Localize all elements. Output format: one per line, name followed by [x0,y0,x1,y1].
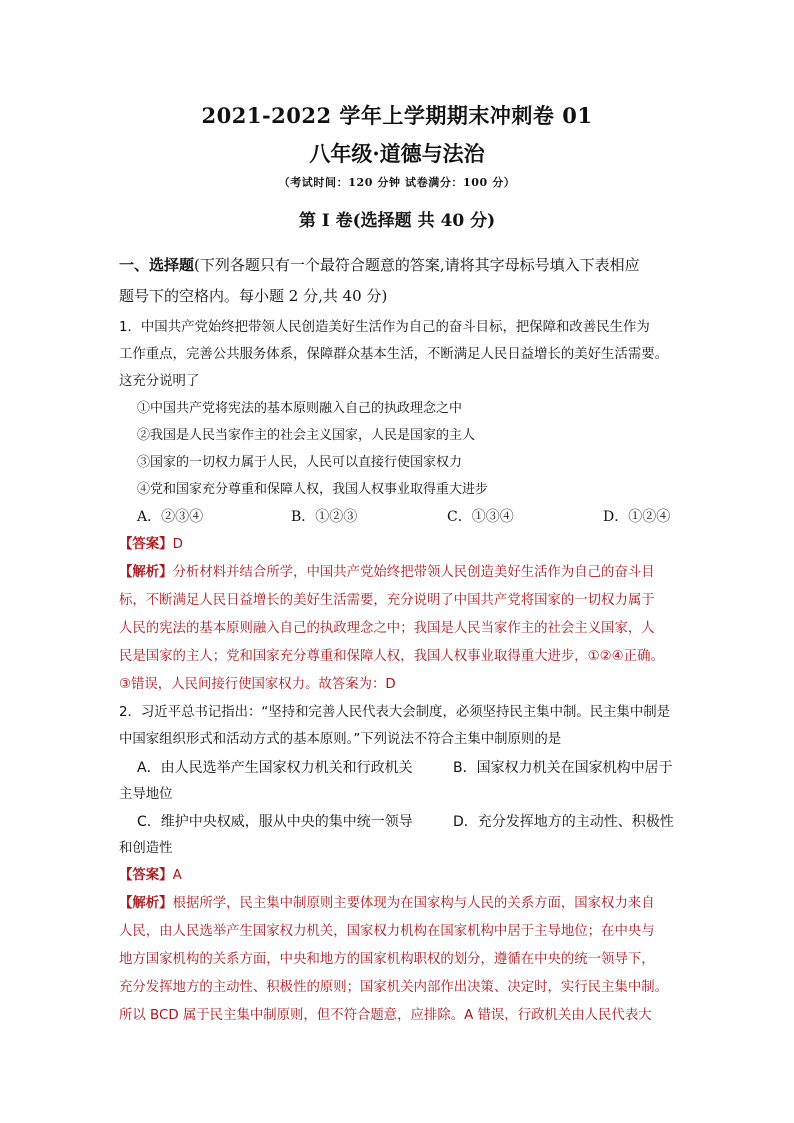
instruction-text: (下列各题只有一个最符合题意的答案,请将其字母标号填入下表相应 [194,256,640,274]
q2-option-c: C．维护中央权威，服从中央的集中统一领导 [137,814,413,830]
q2-option-a: A．由人民选举产生国家权力机关和行政机关 [137,760,413,776]
part-label: 一、选择题 [119,256,195,274]
q1-item-1: ①中国共产党将宪法的基本原则融入自己的执政理念之中 [137,401,463,416]
q1-stem-line-2: 工作重点，完善公共服务体系，保障群众基本生活，不断满足人民日益增长的美好生活需要。 [119,347,669,362]
q1-analysis-line-3: 人民的宪法的基本原则融入自己的执政理念之中；我国是人民当家作主的社会主义国家，人 [119,621,655,636]
q2-stem-line-2: 中国家组织形式和活动方式的基本原则。”下列说法不符合主集中制原则的是 [119,732,562,747]
q2-analysis-line-2: 人民，由人民选举产生国家权力机关，国家权力机构在国家机构中居于主导地位；在中央与 [119,924,655,939]
q1-analysis-line-2: 标，不断满足人民日益增长的美好生活需要，充分说明了中国共产党将国家的一切权力属于 [119,593,655,608]
q1-analysis-line-5: ③错误，人民间接行使国家权力。故答案为：D [119,677,396,692]
q2-option-b-cont: 主导地位 [119,787,173,802]
q2-analysis-line-4: 充分发挥地方的主动性、积极性的原则；国家机关内部作出决策、决定时，实行民主集中制。 [119,980,669,995]
q1-answer [119,535,679,555]
answer-value: D [172,537,183,552]
q1-stem-line-3: 这充分说明了 [119,374,200,389]
q1-item-4: ④党和国家充分尊重和保障人权，我国人权事业取得重大进步 [137,482,489,497]
exam-subtitle: 八年级·道德与法治 [309,141,485,166]
answer-label: 【答案】 [119,868,173,883]
analysis-text: 分析材料并结合所学，中国共产党始终把带领人民创造美好生活作为自己的奋斗目 [172,565,655,580]
q1-option-a: A．②③④ [137,509,204,525]
q1-analysis-line-4: 民是国家的主人；党和国家充分尊重和保障人权，我国人权事业取得重大进步，①②④正确。 [119,649,664,664]
q2-analysis-line-3: 地方国家机构的关系方面，中央和地方的国家机构职权的划分，遵循在中央的统一领导下， [119,952,655,967]
q2-answer [119,866,679,886]
q2-stem-line-1: 2．习近平总书记指出：“坚持和完善人民代表大会制度，必须坚持民主集中制。民主集中制是 [119,705,671,720]
section-heading: 第 I 卷(选择题 共 40 分) [298,211,496,231]
exam-title: 2021-2022 学年上学期期末冲刺卷 01 [201,103,593,128]
q2-option-d-cont: 和创造性 [119,841,173,856]
instruction-line-2: 题号下的空格内。每小题 2 分,共 40 分) [119,287,388,305]
analysis-label: 【解析】 [119,896,173,911]
q1-item-3: ③国家的一切权力属于人民，人民可以直接行使国家权力 [137,455,463,470]
q1-item-2: ②我国是人民当家作主的社会主义国家，人民是国家的主人 [137,428,476,443]
answer-label: 【答案】 [119,537,173,552]
q1-option-b: B．①②③ [291,509,358,525]
q2-option-d: D．充分发挥地方的主动性、积极性 [453,814,674,830]
q1-option-c: C．①③④ [447,509,514,525]
q1-option-d: D．①②④ [603,509,671,525]
q1-analysis-line-1 [119,563,679,583]
q2-analysis-line-5: 所以 BCD 属于民主集中制原则，但不符合题意，应排除。A 错误，行政机关由人民代表大 [119,1008,652,1023]
instruction-line [119,255,679,275]
analysis-text: 根据所学，民主集中制原则主要体现为在国家构与人民的关系方面，国家权力来自 [172,896,655,911]
exam-info: （考试时间：120 分钟 试卷满分：100 分） [278,176,516,189]
q1-stem-line-1: 1．中国共产党始终把带领人民创造美好生活作为自己的奋斗目标，把保障和改善民生作为 [119,320,650,335]
q2-analysis-line-1 [119,894,679,914]
answer-value: A [172,868,182,883]
analysis-label: 【解析】 [119,565,173,580]
q2-option-b: B．国家权力机关在国家机构中居于 [453,760,673,776]
